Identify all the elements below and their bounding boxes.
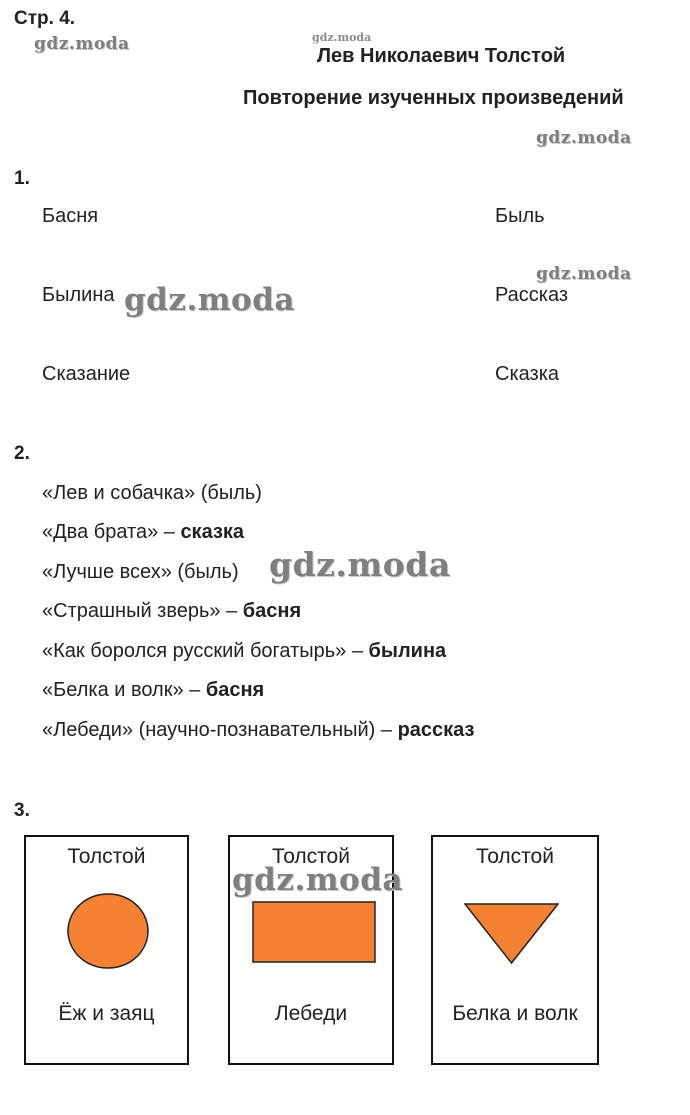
work-line [42, 482, 262, 505]
triangle-shape [464, 903, 559, 965]
work-title: «Как боролся русский богатырь» – [42, 640, 369, 662]
watermark: gdz.moda [536, 264, 632, 284]
circle-shape [67, 893, 149, 969]
task-number: 3. [14, 800, 30, 821]
work-line [42, 719, 474, 742]
watermark: gdz.moda [232, 862, 403, 898]
work-title: «Лучше всех» (быль) [42, 561, 239, 583]
watermark: gdz.moda [34, 34, 130, 54]
page-number: Стр. 4. [14, 8, 76, 29]
book-card [431, 835, 599, 1065]
genre-answer: басня [205, 679, 265, 701]
work-title: «Два брата» – [42, 521, 181, 543]
card-title: Ёж и заяц [58, 1002, 155, 1025]
genre-answer: рассказ [397, 719, 475, 741]
work-line [42, 679, 264, 702]
genre-item: Сказание [42, 363, 131, 385]
card-author: Толстой [476, 845, 554, 868]
watermark: gdz.moda [124, 282, 295, 318]
rectangle-shape [252, 901, 376, 963]
card-author: Толстой [272, 845, 350, 868]
card-title: Белка и волк [452, 1002, 578, 1025]
work-title: «Белка и волк» – [42, 679, 206, 701]
watermark: gdz.moda [269, 545, 451, 584]
genre-answer: былина [368, 640, 447, 662]
work-line [42, 561, 239, 584]
book-card [24, 835, 189, 1065]
genre-answer: сказка [180, 521, 245, 543]
work-line [42, 600, 301, 623]
genre-item: Рассказ [495, 284, 569, 306]
work-title: «Страшный зверь» – [42, 600, 243, 622]
author-heading: Лев Николаевич Толстой [317, 45, 566, 67]
section-subtitle: Повторение изученных произведений [243, 87, 624, 109]
genre-item: Быль [495, 205, 545, 227]
task-number: 2. [14, 443, 30, 464]
work-title: «Лебеди» (научно-познавательный) – [42, 719, 398, 741]
watermark: gdz.moda [536, 128, 632, 148]
watermark: gdz.moda [312, 31, 372, 44]
genre-item: Сказка [495, 363, 560, 385]
card-title: Лебеди [274, 1002, 348, 1025]
task-number: 1. [14, 168, 30, 189]
work-line [42, 640, 446, 663]
card-author: Толстой [67, 845, 146, 868]
genre-item: Басня [42, 205, 99, 227]
work-line [42, 521, 244, 544]
genre-item: Былина [42, 284, 115, 306]
genre-answer: басня [242, 600, 302, 622]
work-title: «Лев и собачка» (быль) [42, 482, 262, 504]
